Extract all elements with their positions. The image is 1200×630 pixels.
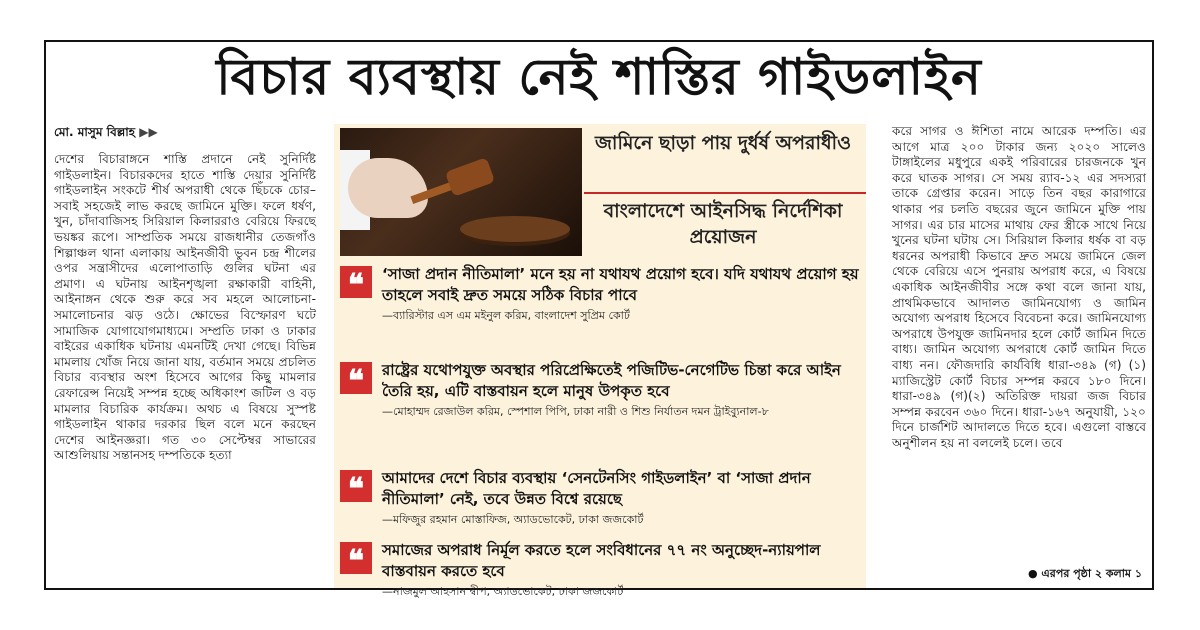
quote-item [340, 540, 860, 599]
sound-block-shape [460, 216, 570, 242]
quote-item [340, 468, 860, 527]
quote-item [340, 360, 860, 419]
quote-text: আমাদের দেশে বিচার ব্যবস্থায় ‘সেনটেনসিং গাইডলাইন’ বা ‘সাজা প্রদান নীতিমালা’ নেই, তবে উন্নত বিশ্বে রয়েছে [382, 469, 811, 508]
left-column-text: দেশের বিচারাঙ্গনে শাস্তি প্রদানে নেই সুনির্দিষ্ট গাইডলাইন। বিচারকদের হাতে শাস্তি দেয়ার সুনির্দিষ্ট গাইডলাইন সংকটে শীর্ষ অপরাধী থেকে ছিঁচকে চোর– সবাই সহজেই লাভ করছে জামিনে মুক্তি। ফলে ধর্ষণ, খুন, চাঁদাবাজিসহ সিরিয়াল কিলাররাও বেরিয়ে ফিরছে ভয়ঙ্কর রূপে। সাম্প্রতিক সময়ে রাজধানীর তেজগাঁও শিল্পাঞ্চল থানা এলাকায় আইনজীবী ভুবন চন্দ্র শীলের ওপর সন্ত্রাসীদের এলোপাতাড়ি গুলির ঘটনা এর প্রমাণ। এ ঘটনায় আইনশৃঙ্খলা রক্ষাকারী বাহিনী, আইনাঙ্গন থেকে শুরু করে সব মহলে আলোচনা-সমালোচনার ঝড় ওঠে। ক্ষোভের বিস্ফোরণ ঘটে সামাজিক যোগাযোগমাধ্যমে। সম্প্রতি ঢাকা ও ঢাকার বাইরের একাধিক ঘটনায় এমনটিই দেখা গেছে। বিভিন্ন মামলায় খোঁজ নিয়ে জানা যায়, বর্তমান সময়ে প্রচলিত বিচার ব্যবস্থার অংশ হিসেবে আগের কিছু মামলার রেফারেন্স নিয়েই সম্পন্ন হচ্ছে অধিকাংশ জটিল ও বড় মামলার বিচারিক কার্যক্রম। অথচ এ বিষয়ে সুস্পষ্ট গাইডলাইন থাকার দরকার ছিল বলে মনে করছেন দেশের আইনজ্ঞরা। গত ৩০ সেপ্টেম্বর সাভারের আশুলিয়ায় সন্তানসহ দম্পতিকে হত্যা [54, 152, 316, 463]
author-name: মো. মাসুম বিল্লাহ [54, 125, 136, 139]
quote-mark-icon: ❝ [340, 470, 372, 502]
newspaper-clipping [44, 40, 1154, 598]
subheadline-1: জামিনে ছাড়া পায় দুর্ধর্ষ অপরাধীও [594, 132, 852, 154]
gavel-photo [340, 128, 582, 256]
gavel-icon [445, 157, 495, 196]
subheadline-divider [584, 192, 866, 194]
quote-source: —নাজমুল আহসান দ্বীপ, অ্যাডভোকেট, ঢাকা জজকোর্ট [382, 585, 624, 598]
hand-shape [348, 158, 428, 218]
quote-source: —ব্যারিস্টার এস এম মইনুল করিম, বাংলাদেশ সুপ্রিম কোর্ট [382, 309, 630, 322]
quote-item [340, 264, 860, 323]
subheadline-2: বাংলাদেশে আইনসিদ্ধ নির্দেশিকা প্রয়োজন [603, 200, 843, 248]
continuation-note: ● এরপর পৃষ্ঠা ২ কলাম ১ [1028, 567, 1142, 580]
quote-mark-icon: ❝ [340, 362, 372, 394]
byline [54, 124, 158, 144]
byline-arrow-icon: ▶▶ [139, 125, 158, 139]
quote-text: ‘সাজা প্রদান নীতিমালা’ মনে হয় না যথাযথ প্রয়োগ হবে। যদি যথাযথ প্রয়োগ হয় তাহলে সবাই দ্রুত সময়ে সঠিক বিচার পাবে [382, 265, 859, 304]
highlight-box [334, 124, 866, 598]
right-column-text: করে সাগর ও ঈশিতা নামে আরেক দম্পতি। এর আগে মাত্র ২০০ টাকার জন্য ২০২০ সালেও টাঙ্গাইলের মধুপুরে একই পরিবারের চারজনকে খুন করে ঘাতক সাগর। সে সময় র‍্যাব-১২ এর সদস্যরা তাকে গ্রেপ্তার করেন। সাড়ে তিন বছর কারাগারে থাকার পর চলতি বছরের জুনে জামিনে মুক্তি পায় সাগর। এর চার মাসের মাথায় ফের স্ত্রীকে সাথে নিয়ে খুনের ঘটনা ঘটায় সে। সিরিয়াল কিলার ধর্ষক বা বড় ধরনের অপরাধী কিভাবে দ্রুত সময়ে জামিনে জেল থেকে বেরিয়ে এসে পুনরায় অপরাধ করে, এ বিষয়ে একাধিক আইনজীবীর সঙ্গে কথা বলে জানা যায়, প্রাথমিকভাবে আদালত জামিনযোগ্য ও জামিন অযোগ্য অপরাধ হিসেবে বিবেচনা করে। জামিনযোগ্য অপরাধে উপযুক্ত জামিনদার হলে কোর্ট জামিন দিতে বাধ্য। জামিন অযোগ্য অপরাধে কোর্ট জামিন দিতে বাধ্য নন। ফৌজদারি কার্যবিধি ধারা-৩৪৯ (গ) (১) ম্যাজিস্ট্রেট কোর্ট বিচার সম্পন্ন করবে ১৮০ দিনে। ধারা-৩৪৯ (গ)(২) অতিরিক্ত দায়রা জজ বিচার সম্পন্ন করবেন ৩৬০ দিনে। ধারা-১৬৭ অনুযায়ী, ১২০ দিনে চার্জশিট আদালতে দিতে হবে। এগুলো বাস্তবে অনুশীলন হয় না বললেই চলে। তবে [892, 124, 1146, 450]
headline: বিচার ব্যবস্থায় নেই শাস্তির গাইডলাইন [216, 48, 982, 106]
quote-mark-icon: ❝ [340, 266, 372, 298]
right-column [892, 124, 1146, 586]
quote-source: —মফিজুর রহমান মোস্তাফিজ, অ্যাডভোকেট, ঢাকা জজকোর্ট [382, 513, 644, 526]
quote-text: সমাজের অপরাধ নির্মূল করতে হলে সংবিধানের ৭৭ নং অনুচ্ছেদ-ন্যায়পাল বাস্তবায়ন করতে হবে [382, 541, 821, 580]
quote-mark-icon: ❝ [340, 542, 372, 574]
left-column [54, 152, 316, 592]
quote-source: —মোহাম্মদ রেজাউল করিম, স্পেশাল পিপি, ঢাকা নারী ও শিশু নির্যাতন দমন ট্রাইব্যুনাল-৮ [382, 405, 769, 418]
quote-text: রাষ্ট্রের যথোপযুক্ত অবস্থার পরিপ্রেক্ষিতেই পজিটিভ-নেগেটিভ চিন্তা করে আইন তৈরি হয়, এটি বাস্তবায়ন হলে মানুষ উপকৃত হবে [382, 361, 841, 400]
